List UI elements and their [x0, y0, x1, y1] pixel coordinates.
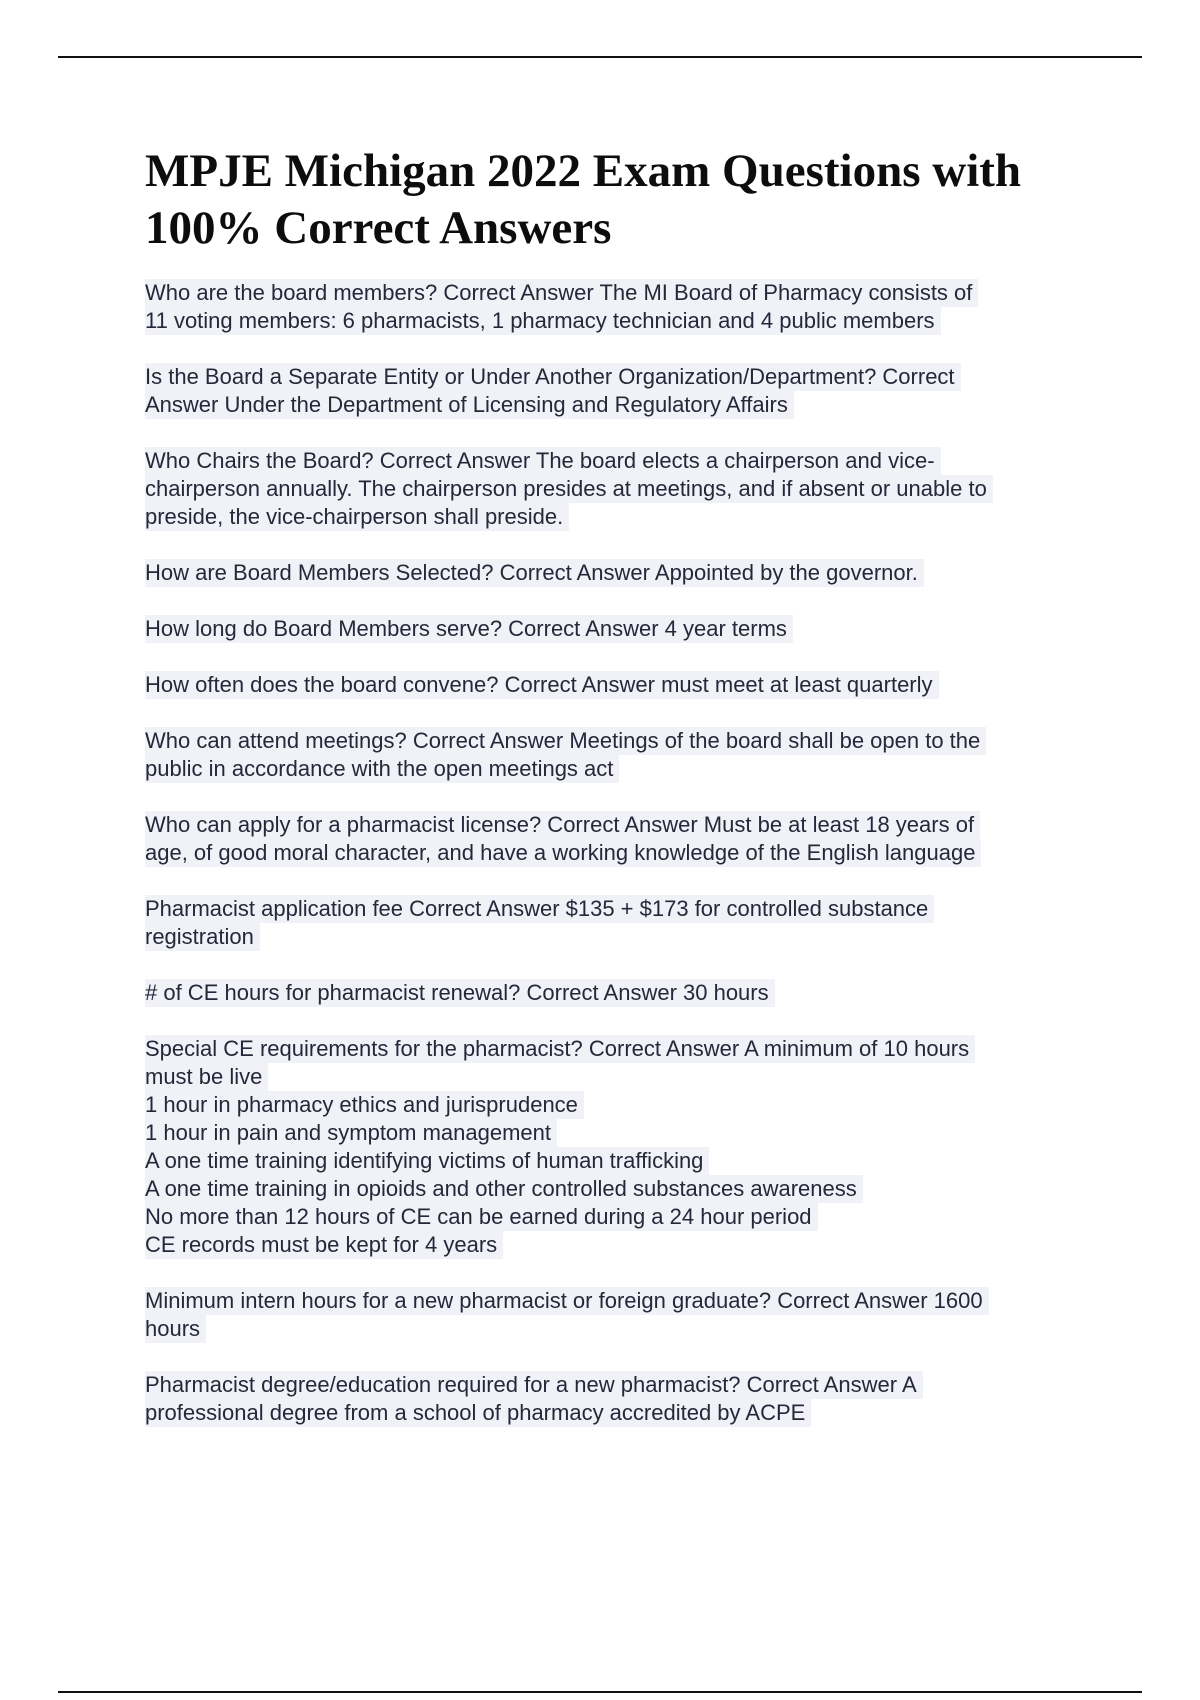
qa-item [145, 671, 1085, 699]
qa-text-line: How often does the board convene? Correct Answer must meet at least quarterly [145, 671, 939, 699]
qa-item [145, 279, 1085, 335]
qa-item [145, 811, 1085, 867]
qa-text-line: professional degree from a school of pharmacy accredited by ACPE [145, 1399, 811, 1427]
qa-text-line: registration [145, 923, 260, 951]
qa-list [145, 279, 1085, 1427]
qa-text-line: chairperson annually. The chairperson presides at meetings, and if absent or unable to [145, 475, 993, 503]
qa-text-line: Who are the board members? Correct Answer The MI Board of Pharmacy consists of [145, 279, 978, 307]
qa-text-line: 1 hour in pain and symptom management [145, 1119, 557, 1147]
qa-text-line: Minimum intern hours for a new pharmacist or foreign graduate? Correct Answer 1600 [145, 1287, 989, 1315]
qa-text-line: No more than 12 hours of CE can be earned during a 24 hour period [145, 1203, 818, 1231]
qa-item [145, 895, 1085, 951]
top-divider [58, 56, 1142, 58]
qa-item [145, 1371, 1085, 1427]
qa-text-line: CE records must be kept for 4 years [145, 1231, 503, 1259]
qa-text-line: must be live [145, 1063, 268, 1091]
qa-text-line: # of CE hours for pharmacist renewal? Correct Answer 30 hours [145, 979, 775, 1007]
document-body [145, 143, 1085, 1455]
qa-text-line: Special CE requirements for the pharmacist? Correct Answer A minimum of 10 hours [145, 1035, 975, 1063]
qa-text-line: How long do Board Members serve? Correct Answer 4 year terms [145, 615, 793, 643]
qa-text-line: Answer Under the Department of Licensing and Regulatory Affairs [145, 391, 794, 419]
qa-item [145, 559, 1085, 587]
qa-item [145, 363, 1085, 419]
qa-text-line: Pharmacist application fee Correct Answer $135 + $173 for controlled substance [145, 895, 934, 923]
qa-text-line: public in accordance with the open meetings act [145, 755, 619, 783]
qa-item [145, 615, 1085, 643]
qa-text-line: A one time training in opioids and other controlled substances awareness [145, 1175, 863, 1203]
qa-text-line: preside, the vice-chairperson shall preside. [145, 503, 569, 531]
qa-text-line: Who can apply for a pharmacist license? Correct Answer Must be at least 18 years of [145, 811, 980, 839]
title-line-1: MPJE Michigan 2022 Exam Questions with [145, 145, 1022, 197]
qa-item [145, 727, 1085, 783]
qa-text-line: hours [145, 1315, 206, 1343]
qa-text-line: A one time training identifying victims of human trafficking [145, 1147, 709, 1175]
qa-text-line: Is the Board a Separate Entity or Under Another Organization/Department? Correct [145, 363, 961, 391]
document-title [145, 143, 1085, 257]
qa-text-line: 1 hour in pharmacy ethics and jurisprudence [145, 1091, 584, 1119]
qa-text-line: Who can attend meetings? Correct Answer Meetings of the board shall be open to the [145, 727, 986, 755]
qa-item [145, 1287, 1085, 1343]
qa-item [145, 1035, 1085, 1259]
qa-text-line: 11 voting members: 6 pharmacists, 1 pharmacy technician and 4 public members [145, 307, 941, 335]
qa-item [145, 447, 1085, 531]
qa-text-line: How are Board Members Selected? Correct Answer Appointed by the governor. [145, 559, 924, 587]
title-line-2: 100% Correct Answers [145, 202, 612, 254]
qa-text-line: Who Chairs the Board? Correct Answer The board elects a chairperson and vice- [145, 447, 941, 475]
qa-text-line: Pharmacist degree/education required for a new pharmacist? Correct Answer A [145, 1371, 923, 1399]
qa-text-line: age, of good moral character, and have a working knowledge of the English language [145, 839, 981, 867]
bottom-divider [58, 1691, 1142, 1693]
qa-item [145, 979, 1085, 1007]
